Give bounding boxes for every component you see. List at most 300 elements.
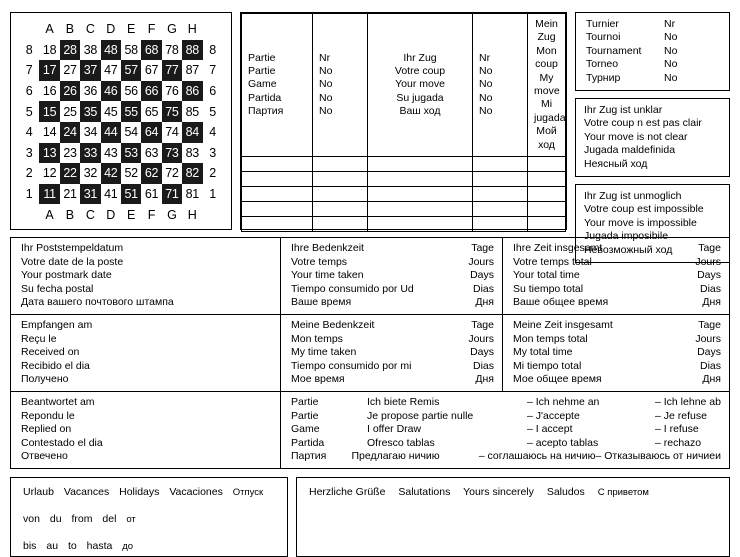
- move-table-cell-your-move[interactable]: [368, 217, 473, 232]
- postmark-date-box[interactable]: [10, 237, 280, 315]
- board-square-12[interactable]: 12: [39, 163, 59, 184]
- board-file-label-e: E: [121, 204, 141, 225]
- move-table[interactable]: [241, 13, 566, 232]
- move-table-row[interactable]: [242, 217, 566, 232]
- segment-line: [21, 423, 272, 437]
- segment-line: [21, 346, 272, 360]
- draw-game-label[interactable]: Partida: [291, 436, 325, 449]
- board-square-73[interactable]: 73: [162, 143, 182, 164]
- holidays-title-line: [23, 485, 279, 500]
- segment-line: [291, 346, 494, 360]
- board-file-label-g: G: [162, 19, 182, 40]
- tournament-number-label: Nr: [664, 18, 676, 30]
- tournament-line: [586, 58, 721, 71]
- board-corner-spacer: [19, 204, 39, 225]
- board-square-55[interactable]: 55: [121, 101, 141, 122]
- tournament-number-label: No: [664, 44, 678, 57]
- board-square-25[interactable]: 25: [60, 101, 80, 122]
- board-square-71[interactable]: 71: [162, 184, 182, 205]
- tournament-label: Турнир: [586, 71, 621, 84]
- move-table-header-line: No: [319, 105, 333, 118]
- segment-label: My time taken: [291, 346, 357, 359]
- segment-label: Your time taken: [291, 269, 364, 282]
- move-table-header-line: No: [479, 78, 493, 91]
- board-square-38[interactable]: 38: [80, 40, 100, 61]
- segment-unit: Jours: [468, 255, 494, 268]
- board-square-41[interactable]: 41: [101, 184, 121, 205]
- board-square-33[interactable]: 33: [80, 143, 100, 164]
- tournament-box[interactable]: [575, 12, 730, 91]
- segment-label: Meine Bedenkzeit: [291, 318, 375, 331]
- segment-line: [291, 242, 494, 256]
- segment-unit: Jours: [468, 332, 494, 345]
- board-square-47[interactable]: 47: [101, 60, 121, 81]
- draw-refuse-label[interactable]: – Ich lehne ab: [655, 395, 721, 408]
- board-square-86[interactable]: 86: [182, 81, 202, 102]
- move-table-cell-my-move[interactable]: [528, 217, 566, 232]
- segment-line: [513, 373, 721, 387]
- board-file-label-e: E: [121, 19, 141, 40]
- segment-label: Reçu le: [21, 332, 57, 345]
- note-line: Your move is impossible: [584, 216, 697, 229]
- move-table-cell-nr[interactable]: [313, 157, 368, 172]
- board-rank-label-right-3: 3: [203, 143, 223, 164]
- board-file-label-d: D: [101, 19, 121, 40]
- tournament-line: [586, 18, 721, 31]
- board-square-45[interactable]: 45: [101, 101, 121, 122]
- board-square-81[interactable]: 81: [182, 184, 202, 205]
- segment-line: [513, 269, 721, 283]
- move-table-header-line: No: [479, 64, 493, 77]
- from-word-fr: du: [49, 512, 62, 525]
- draw-offer-label[interactable]: Ofresco tablas: [367, 436, 435, 449]
- draw-accept-label[interactable]: – соглашаюсь на ничию: [478, 450, 596, 463]
- board-rank-label-right-8: 8: [203, 40, 223, 61]
- board-rank-label-left-1: 1: [19, 184, 39, 205]
- tournament-label: Tournament: [586, 44, 642, 57]
- segment-label: Empfangen am: [21, 318, 93, 331]
- board-square-88[interactable]: 88: [182, 40, 202, 61]
- board-square-62[interactable]: 62: [141, 163, 161, 184]
- board-square-23[interactable]: 23: [60, 143, 80, 164]
- board-rank-row: [19, 81, 223, 102]
- move-table-cell-game[interactable]: [242, 157, 313, 172]
- move-table-cell-nr2[interactable]: [473, 187, 528, 202]
- segment-label: Mi tiempo total: [513, 359, 582, 372]
- replied-on-box[interactable]: [10, 392, 280, 469]
- draw-game-label[interactable]: Partie: [291, 395, 319, 408]
- board-square-36[interactable]: 36: [80, 81, 100, 102]
- move-table-row[interactable]: [242, 172, 566, 187]
- board-file-label-f: F: [141, 204, 161, 225]
- move-table-cell-your-move[interactable]: [368, 172, 473, 187]
- board-file-labels-bottom: [19, 204, 223, 225]
- move-table-header-line: Partie: [248, 64, 276, 77]
- board-square-43[interactable]: 43: [101, 143, 121, 164]
- board-square-75[interactable]: 75: [162, 101, 182, 122]
- tournament-number-label: No: [664, 31, 678, 44]
- draw-accept-label[interactable]: – I accept: [527, 423, 573, 436]
- board-square-26[interactable]: 26: [60, 81, 80, 102]
- move-table-cell-my-move[interactable]: [528, 187, 566, 202]
- move-table-cell-nr2[interactable]: [473, 172, 528, 187]
- draw-game-label[interactable]: Партия: [291, 450, 327, 463]
- time-section: [10, 237, 730, 392]
- from-word-en: from: [71, 512, 93, 525]
- board-square-68[interactable]: 68: [141, 40, 161, 61]
- greeting-word-fr: Salutations: [398, 485, 451, 498]
- board-square-84[interactable]: 84: [182, 122, 202, 143]
- segment-unit: Дня: [702, 373, 721, 386]
- board-square-11[interactable]: 11: [39, 184, 59, 205]
- move-table-cell-nr[interactable]: [313, 187, 368, 202]
- move-table-header-line: Nr: [319, 51, 331, 64]
- total-time-column: [502, 237, 730, 392]
- greeting-word-en: Yours sincerely: [463, 485, 534, 498]
- segment-line: [513, 242, 721, 256]
- board-square-85[interactable]: 85: [182, 101, 202, 122]
- draw-offer-box[interactable]: [280, 392, 730, 469]
- move-table-cell-game[interactable]: [242, 172, 313, 187]
- board-rank-label-left-5: 5: [19, 101, 39, 122]
- segment-line: [21, 396, 272, 410]
- note-move-unclear[interactable]: [575, 98, 730, 177]
- draw-offer-row[interactable]: [291, 410, 721, 424]
- board-rank-label-right-7: 7: [203, 60, 223, 81]
- note-line: Votre coup est impossible: [584, 203, 704, 216]
- move-table-header-line: Game: [248, 78, 277, 91]
- board-square-44[interactable]: 44: [101, 122, 121, 143]
- segment-label: Your total time: [513, 269, 580, 282]
- move-table-cell-game[interactable]: [242, 202, 313, 217]
- segment-line: [513, 256, 721, 270]
- board-rank-label-left-3: 3: [19, 143, 39, 164]
- move-table-cell-your-move[interactable]: [368, 202, 473, 217]
- move-table-cell-my-move[interactable]: [528, 202, 566, 217]
- segment-label: Votre temps: [291, 255, 348, 268]
- segment-unit: Dias: [472, 359, 494, 372]
- board-square-58[interactable]: 58: [121, 40, 141, 61]
- draw-offer-label[interactable]: Ich biete Remis: [367, 395, 440, 408]
- move-table-row[interactable]: [242, 157, 566, 172]
- draw-accept-label[interactable]: – J'accepte: [527, 409, 580, 422]
- move-table-header-nr2-label: [473, 14, 528, 157]
- board-file-label-h: H: [182, 204, 202, 225]
- board-file-label-d: D: [101, 204, 121, 225]
- draw-offer-row[interactable]: [291, 437, 721, 451]
- board-square-61[interactable]: 61: [141, 184, 161, 205]
- board-file-labels-top: [19, 19, 223, 40]
- board-rank-label-left-7: 7: [19, 60, 39, 81]
- move-table-cell-nr[interactable]: [313, 217, 368, 232]
- move-table-header-your-move-label: [368, 14, 473, 157]
- draw-offer-label[interactable]: Предлагаю ничию: [351, 450, 440, 463]
- your-total-time-box[interactable]: [502, 237, 730, 315]
- greeting-line: [309, 485, 721, 500]
- board-square-87[interactable]: 87: [182, 60, 202, 81]
- board-rank-label-right-5: 5: [203, 101, 223, 122]
- board-square-34[interactable]: 34: [80, 122, 100, 143]
- board-square-22[interactable]: 22: [60, 163, 80, 184]
- segment-label: Votre date de la poste: [21, 255, 124, 268]
- board-rank-row: [19, 60, 223, 81]
- move-table-header-line: Your move: [395, 78, 445, 91]
- move-table-header-line: No: [319, 78, 333, 91]
- segment-label: Replied on: [21, 423, 72, 436]
- move-table-header-my-move-label: [528, 14, 566, 157]
- board-square-52[interactable]: 52: [121, 163, 141, 184]
- board-square-32[interactable]: 32: [80, 163, 100, 184]
- board-square-65[interactable]: 65: [141, 101, 161, 122]
- segment-line: [21, 319, 272, 333]
- draw-refuse-label[interactable]: – Je refuse: [655, 409, 707, 422]
- board-square-74[interactable]: 74: [162, 122, 182, 143]
- greeting-word-de: Herzliche Grüße: [309, 485, 386, 498]
- segment-line: [21, 437, 272, 451]
- draw-offer-label[interactable]: Je propose partie nulle: [367, 409, 474, 422]
- board-corner-spacer: [19, 19, 39, 40]
- board-rank-label-left-2: 2: [19, 163, 39, 184]
- dates-column: [10, 237, 280, 392]
- your-time-taken-box[interactable]: [280, 237, 502, 315]
- board-square-24[interactable]: 24: [60, 122, 80, 143]
- board-square-46[interactable]: 46: [101, 81, 121, 102]
- move-table-cell-my-move[interactable]: [528, 172, 566, 187]
- board-file-label-g: G: [162, 204, 182, 225]
- to-word-de: bis: [23, 539, 37, 552]
- segment-line: [291, 360, 494, 374]
- board-file-label-b: B: [60, 19, 80, 40]
- segment-line: [21, 410, 272, 424]
- move-table-header-line: No: [479, 91, 493, 104]
- segment-label: Su tiempo total: [513, 282, 584, 295]
- segment-label: Repondu le: [21, 409, 75, 422]
- note-line: Jugada maldefinida: [584, 144, 676, 157]
- board-square-51[interactable]: 51: [121, 184, 141, 205]
- move-table-header-row: [242, 14, 566, 157]
- segment-label: Contestado el dia: [21, 436, 103, 449]
- segment-unit: Dias: [472, 282, 494, 295]
- segment-unit: Dias: [699, 282, 721, 295]
- segment-label: Ваше время: [291, 296, 352, 309]
- move-table-cell-your-move[interactable]: [368, 187, 473, 202]
- board-rank-label-right-1: 1: [203, 184, 223, 205]
- move-table-cell-nr[interactable]: [313, 172, 368, 187]
- board-square-17[interactable]: 17: [39, 60, 59, 81]
- segment-line: [513, 346, 721, 360]
- move-table-header-line: Nr: [479, 51, 491, 64]
- board-square-35[interactable]: 35: [80, 101, 100, 122]
- board-square-27[interactable]: 27: [60, 60, 80, 81]
- board-square-72[interactable]: 72: [162, 163, 182, 184]
- segment-unit: Tage: [471, 318, 494, 331]
- segment-label: Ваше общее время: [513, 296, 609, 309]
- board-square-64[interactable]: 64: [141, 122, 161, 143]
- segment-line: [513, 319, 721, 333]
- segment-unit: Дня: [475, 296, 494, 309]
- segment-unit: Days: [697, 269, 721, 282]
- holidays-word-ru: Отпуск: [232, 486, 264, 498]
- bottom-section: [10, 477, 730, 557]
- draw-accept-label[interactable]: – Ich nehme an: [527, 395, 600, 408]
- segment-label: Мое время: [291, 373, 345, 386]
- board-square-76[interactable]: 76: [162, 81, 182, 102]
- board-square-15[interactable]: 15: [39, 101, 59, 122]
- move-table-row[interactable]: [242, 202, 566, 217]
- move-table-cell-nr[interactable]: [313, 202, 368, 217]
- segment-label: Mon temps: [291, 332, 343, 345]
- board-square-66[interactable]: 66: [141, 81, 161, 102]
- board-square-83[interactable]: 83: [182, 143, 202, 164]
- move-table-cell-my-move[interactable]: [528, 157, 566, 172]
- board-square-63[interactable]: 63: [141, 143, 161, 164]
- board-square-42[interactable]: 42: [101, 163, 121, 184]
- draw-offer-row[interactable]: [291, 423, 721, 437]
- my-total-time-box[interactable]: [502, 315, 730, 392]
- move-table-header-line: Su jugada: [396, 91, 444, 104]
- greeting-word-es: Saludos: [546, 485, 585, 498]
- move-table-header-game-label: [242, 14, 313, 157]
- segment-line: [291, 269, 494, 283]
- board-square-16[interactable]: 16: [39, 81, 59, 102]
- board-square-37[interactable]: 37: [80, 60, 100, 81]
- draw-offer-label[interactable]: I offer Draw: [367, 423, 422, 436]
- segment-line: [21, 283, 272, 297]
- segment-line: [291, 319, 494, 333]
- to-word-ru: до: [122, 540, 134, 552]
- move-table-cell-nr2[interactable]: [473, 217, 528, 232]
- board-rank-label-left-8: 8: [19, 40, 39, 61]
- segment-line: [21, 450, 272, 464]
- board-rank-label-right-6: 6: [203, 81, 223, 102]
- board-rank-label-left-6: 6: [19, 81, 39, 102]
- segment-label: Received on: [21, 346, 80, 359]
- segment-label: Ihre Bedenkzeit: [291, 242, 364, 254]
- holidays-from-line: [23, 512, 279, 527]
- holidays-word-fr: Vacances: [63, 485, 110, 498]
- from-word-es: del: [102, 512, 117, 525]
- draw-refuse-label[interactable]: – I refuse: [655, 423, 699, 436]
- segment-line: [513, 360, 721, 374]
- draw-refuse-label[interactable]: – rechazo: [655, 436, 702, 449]
- move-table-cell-nr2[interactable]: [473, 202, 528, 217]
- segment-line: [513, 333, 721, 347]
- segment-label: Recibido el dia: [21, 359, 90, 372]
- draw-accept-label[interactable]: – acepto tablas: [527, 436, 599, 449]
- board-file-label-a: A: [39, 204, 59, 225]
- segment-line: [21, 242, 272, 256]
- holidays-word-en: Holidays: [119, 485, 160, 498]
- board-rank-label-right-4: 4: [203, 122, 223, 143]
- board-rank-row: [19, 184, 223, 205]
- received-on-box[interactable]: [10, 315, 280, 392]
- draw-game-label[interactable]: Game: [291, 423, 320, 436]
- segment-line: [291, 373, 494, 387]
- board-file-label-f: F: [141, 19, 161, 40]
- move-table-row[interactable]: [242, 187, 566, 202]
- board-square-48[interactable]: 48: [101, 40, 121, 61]
- segment-unit: Tage: [698, 318, 721, 331]
- segment-label: Beantwortet am: [21, 395, 95, 408]
- note-line: Votre coup n est pas clair: [584, 117, 702, 130]
- move-table-header-line: No: [479, 105, 493, 118]
- segment-label: My total time: [513, 346, 573, 359]
- segment-label: Votre temps total: [513, 255, 592, 268]
- move-table-cell-game[interactable]: [242, 217, 313, 232]
- segment-line: [291, 333, 494, 347]
- segment-line: [21, 360, 272, 374]
- move-table-cell-your-move[interactable]: [368, 157, 473, 172]
- move-table-header-line: Votre coup: [394, 64, 446, 77]
- board-square-67[interactable]: 67: [141, 60, 161, 81]
- move-table-cell-game[interactable]: [242, 187, 313, 202]
- board-rank-row: [19, 143, 223, 164]
- draw-offer-row[interactable]: [291, 396, 721, 410]
- board-square-82[interactable]: 82: [182, 163, 202, 184]
- board-square-57[interactable]: 57: [121, 60, 141, 81]
- board-square-53[interactable]: 53: [121, 143, 141, 164]
- holidays-box[interactable]: [10, 477, 288, 557]
- board-square-56[interactable]: 56: [121, 81, 141, 102]
- board-square-18[interactable]: 18: [39, 40, 59, 61]
- tournament-number-label: No: [664, 71, 678, 84]
- move-table-header-line: My move: [534, 71, 560, 98]
- note-line: Ihr Zug ist unklar: [584, 104, 663, 117]
- segment-line: [21, 296, 272, 310]
- tournament-label: Tournoi: [586, 31, 621, 44]
- board-file-label-h: H: [182, 19, 202, 40]
- board-square-31[interactable]: 31: [80, 184, 100, 205]
- segment-line: [21, 256, 272, 270]
- chessboard[interactable]: [19, 19, 223, 225]
- draw-game-label[interactable]: Partie: [291, 409, 319, 422]
- segment-unit: Tage: [471, 242, 494, 254]
- move-table-header-line: Ihr Zug: [403, 51, 437, 64]
- move-table-header-line: Mein Zug: [535, 18, 558, 44]
- draw-offer-row[interactable]: [291, 450, 721, 464]
- board-square-28[interactable]: 28: [60, 40, 80, 61]
- to-word-en: to: [67, 539, 77, 552]
- move-table-header-line: No: [319, 64, 333, 77]
- to-word-fr: au: [46, 539, 59, 552]
- board-file-label-a: A: [39, 19, 59, 40]
- tournament-line: [586, 45, 721, 58]
- tournament-line: [586, 72, 721, 85]
- move-table-cell-nr2[interactable]: [473, 157, 528, 172]
- segment-label: Meine Zeit insgesamt: [513, 318, 613, 331]
- board-square-77[interactable]: 77: [162, 60, 182, 81]
- greeting-box[interactable]: [296, 477, 730, 557]
- board-square-13[interactable]: 13: [39, 143, 59, 164]
- draw-refuse-label[interactable]: – Отказываюсь от ничиеи: [595, 450, 721, 463]
- board-square-54[interactable]: 54: [121, 122, 141, 143]
- holidays-to-line: [23, 539, 279, 554]
- board-square-78[interactable]: 78: [162, 40, 182, 61]
- board-corner-spacer: [203, 204, 223, 225]
- time-taken-column: [280, 237, 502, 392]
- chessboard-panel: [10, 12, 232, 230]
- move-table-header-line: Партия: [248, 105, 284, 118]
- my-time-taken-box[interactable]: [280, 315, 502, 392]
- board-square-14[interactable]: 14: [39, 122, 59, 143]
- segment-label: Получено: [21, 373, 69, 386]
- segment-label: Mon temps total: [513, 332, 588, 345]
- segment-line: [21, 269, 272, 283]
- segment-line: [21, 373, 272, 387]
- board-corner-spacer: [203, 19, 223, 40]
- board-square-21[interactable]: 21: [60, 184, 80, 205]
- note-line: Your move is not clear: [584, 130, 688, 143]
